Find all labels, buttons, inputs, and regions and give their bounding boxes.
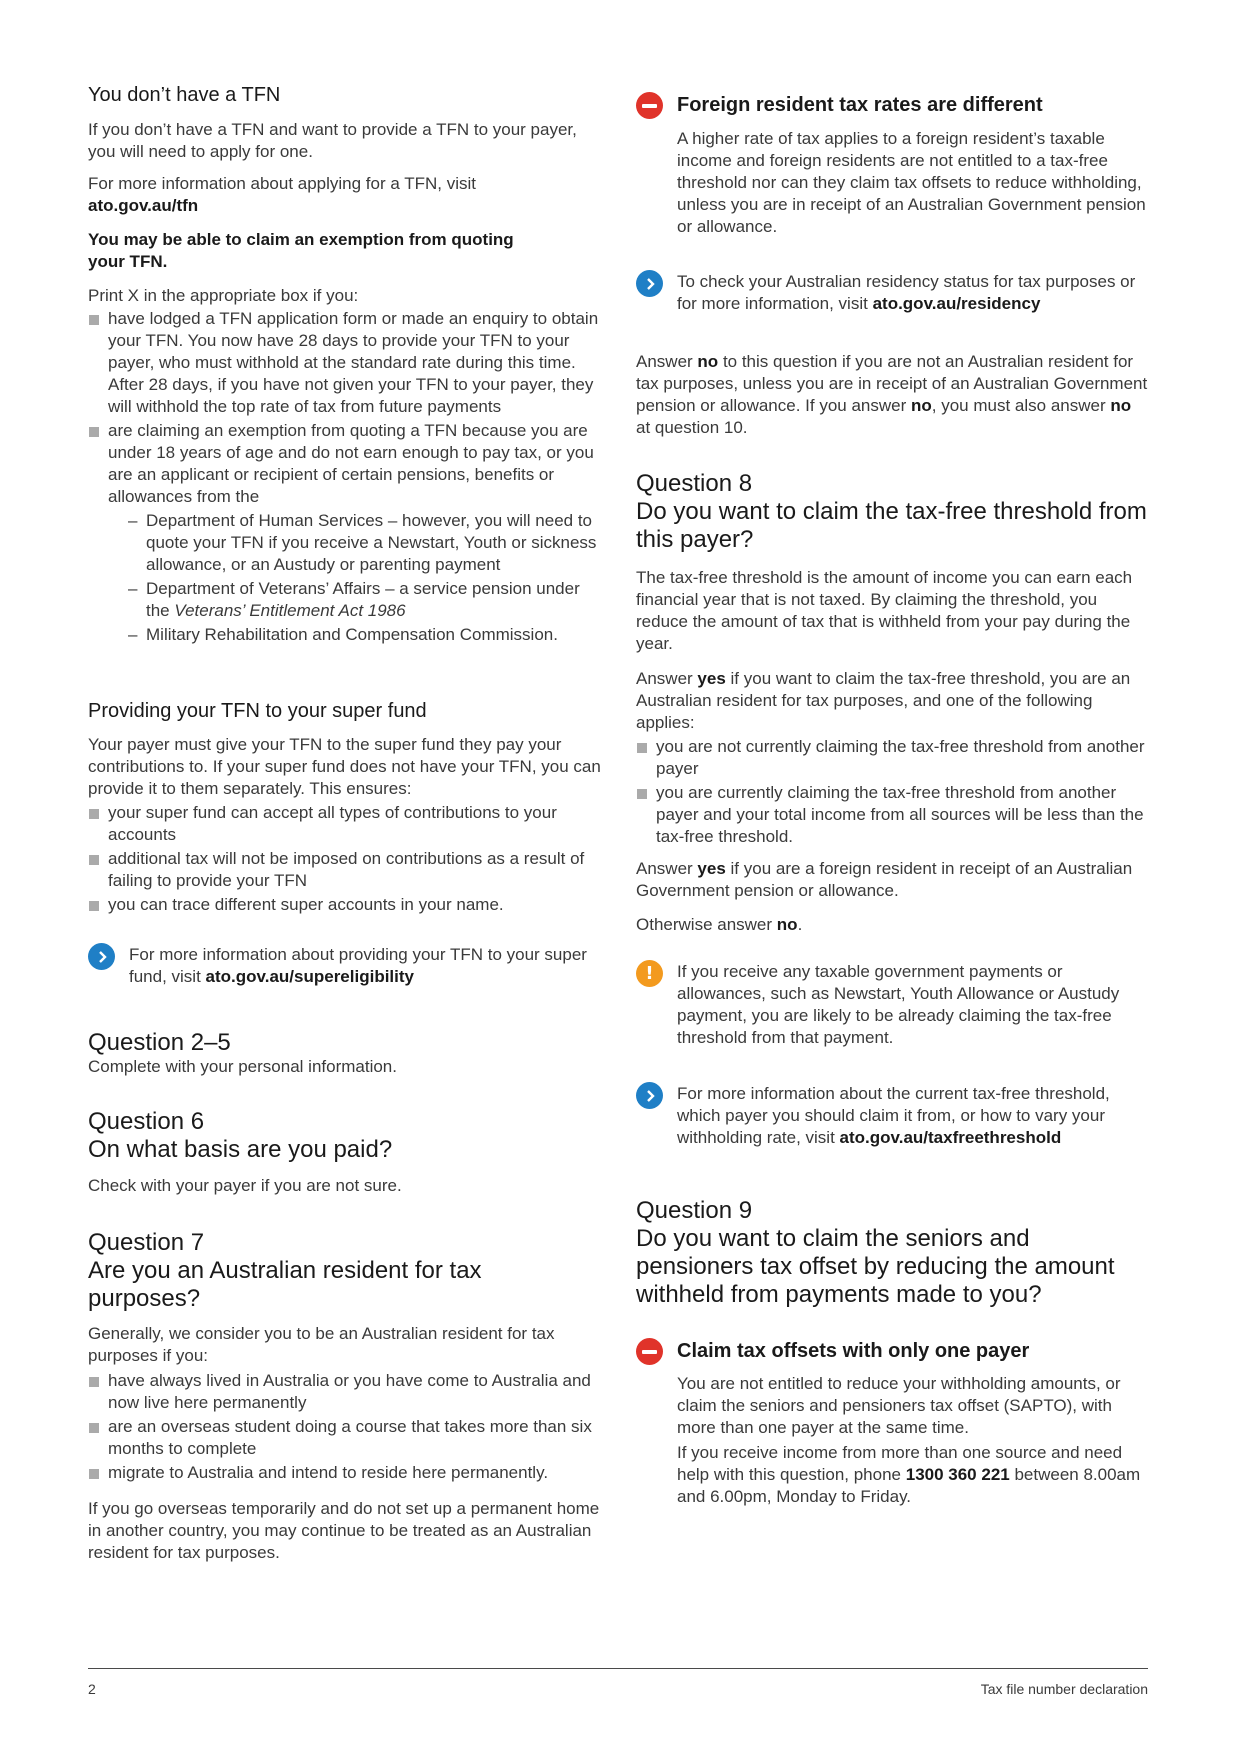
- text-span: If you receive income from more than one source and need help with this question, phone: [677, 1443, 1123, 1484]
- super-fund-heading: Providing your TFN to your super fund: [88, 700, 427, 722]
- dash-item: [108, 578, 604, 622]
- dash-item-text: Department of Veterans’ Affairs – a service pension under the: [146, 579, 580, 620]
- q6-title: Question 6: [88, 1108, 205, 1135]
- text-span: at question 10.: [636, 418, 748, 437]
- list-item: you can trace different super accounts in your name.: [88, 894, 604, 916]
- chevron-right-icon: [636, 270, 663, 297]
- stop-icon: [636, 92, 663, 119]
- supereligibility-link[interactable]: ato.gov.au/supereligibility: [205, 967, 414, 986]
- list-item: are an overseas student doing a course that takes more than six months to complete: [88, 1416, 604, 1460]
- exclamation-icon: !: [636, 960, 663, 987]
- exemption-bullet-list: [88, 308, 604, 648]
- payments-warning-text: If you receive any taxable government payments or allowances, such as Newstart, Youth Allowance or Austudy payment, you are likely to be already claiming the tax-free threshold from that payment.: [677, 962, 1120, 1047]
- list-item: have lodged a TFN application form or made an enquiry to obtain your TFN. You now have 28 days to provide your TFN to your payer, who must withhold at the standard rate during this time. After 28 days, if you have not given your TFN to your payer, they will withhold the top rate of tax from future payments: [88, 308, 604, 418]
- print-x-instruction: Print X in the appropriate box if you:: [88, 286, 359, 305]
- text-span: , you must also answer: [931, 396, 1106, 415]
- phone-number[interactable]: 1300 360 221: [905, 1465, 1010, 1484]
- note-text: For more information about providing your TFN to your super fund, visit: [129, 945, 587, 986]
- list-item: additional tax will not be imposed on contributions as a result of failing to provide your TFN: [88, 848, 604, 892]
- super-info-note: [88, 943, 604, 993]
- q9-heading: [636, 1197, 1148, 1309]
- residency-link[interactable]: ato.gov.au/residency: [872, 294, 1041, 313]
- q6-heading: [88, 1108, 604, 1164]
- footer-divider: [88, 1668, 1148, 1669]
- text-span: between 8.00am and 6.00pm, Monday to Friday.: [677, 1465, 1141, 1506]
- text-span: Otherwise answer: [636, 915, 773, 934]
- note-text: For more information about the current tax-free threshold, which payer you should claim it from, or how to vary your withholding rate, visit: [677, 1084, 1110, 1147]
- one-payer-callout-title: Claim tax offsets with only one payer: [677, 1340, 1030, 1362]
- q7-question: Are you an Australian resident for tax purposes?: [88, 1257, 482, 1312]
- one-payer-callout-text: You are not entitled to reduce your withholding amounts, or claim the seniors and pensioners tax offset (SAPTO), with more than one payer at the same time.: [677, 1374, 1121, 1437]
- q9-title: Question 9: [636, 1197, 753, 1224]
- q6-question: On what basis are you paid?: [88, 1136, 393, 1163]
- text-span: if you want to claim the tax-free threshold, you are an Australian resident for tax purposes, and one of the following applies:: [636, 669, 1131, 732]
- threshold-info-note: [636, 1082, 1148, 1162]
- list-item: migrate to Australia and intend to reside here permanently.: [88, 1462, 604, 1484]
- apply-tfn-text: For more information about applying for a TFN, visit: [88, 174, 477, 193]
- chevron-right-icon: [88, 943, 115, 970]
- q7-closing: If you go overseas temporarily and do not set up a permanent home in another country, you may continue to be treated as an Australian resident for tax purposes.: [88, 1499, 600, 1562]
- q8-heading: [636, 470, 1148, 554]
- one-payer-callout: [636, 1338, 1148, 1518]
- bold-no: no: [776, 915, 798, 934]
- residency-info-text: [677, 271, 1148, 315]
- q7-title: Question 7: [88, 1229, 205, 1256]
- apply-tfn-paragraph: [88, 173, 604, 217]
- text-span: .: [797, 915, 803, 934]
- list-item-text: are claiming an exemption from quoting a TFN because you are under 18 years of age and do not earn enough to pay tax, or you are an applicant or recipient of certain pensions, benefits or allowances from the: [108, 421, 594, 506]
- note-text: To check your Australian residency status for tax purposes or for more information, visit: [677, 272, 1136, 313]
- super-bullet-list: [88, 802, 604, 918]
- q8-title: Question 8: [636, 470, 753, 497]
- page-number: 2: [88, 1681, 96, 1697]
- no-tfn-paragraph: If you don’t have a TFN and want to provide a TFN to your payer, you will need to apply for one.: [88, 120, 577, 161]
- bold-no: no: [697, 352, 719, 371]
- foreign-resident-callout: [636, 92, 1148, 242]
- bold-yes: yes: [697, 859, 726, 878]
- super-fund-paragraph: Your payer must give your TFN to the super fund they pay your contributions to. If your super fund does not have your TFN, you can provide it to them separately. This ensures:: [88, 735, 601, 798]
- q8-question: Do you want to claim the tax-free threshold from this payer?: [636, 498, 1147, 553]
- bold-no: no: [911, 396, 932, 415]
- bold-no: no: [1110, 396, 1132, 415]
- q8-bullet-list: [636, 736, 1148, 850]
- list-item: your super fund can accept all types of contributions to your accounts: [88, 802, 604, 846]
- answer-no-paragraph: [636, 351, 1148, 439]
- exemption-heading: You may be able to claim an exemption from quoting your TFN.: [88, 230, 514, 271]
- q7-heading: [88, 1229, 558, 1313]
- list-item: you are not currently claiming the tax-free threshold from another payer: [636, 736, 1148, 780]
- agency-dash-list: [108, 510, 604, 646]
- list-item: [88, 420, 604, 646]
- threshold-info-text: [677, 1083, 1148, 1149]
- q7-bullet-list: [88, 1370, 604, 1486]
- dash-item: – Military Rehabilitation and Compensation Commission.: [108, 624, 604, 646]
- act-name: Veterans’ Entitlement Act 1986: [174, 601, 406, 620]
- text-span: Answer: [636, 669, 693, 688]
- payments-warning-note: [636, 960, 1148, 1060]
- no-tfn-heading: You don’t have a TFN: [88, 84, 281, 106]
- tfn-link[interactable]: ato.gov.au/tfn: [88, 196, 199, 215]
- q8-foreign-yes: [636, 858, 1148, 902]
- q6-text: Check with your payer if you are not sure.: [88, 1176, 402, 1195]
- residency-info-note: [636, 270, 1148, 320]
- foreign-callout-title: Foreign resident tax rates are different: [677, 94, 1043, 116]
- bold-yes: yes: [697, 669, 726, 688]
- q7-intro: Generally, we consider you to be an Australian resident for tax purposes if you:: [88, 1324, 555, 1365]
- text-span: Answer: [636, 352, 693, 371]
- chevron-right-icon: [636, 1082, 663, 1109]
- q8-otherwise: [636, 914, 1148, 936]
- q9-question: Do you want to claim the seniors and pensioners tax offset by reducing the amount withheld from payments made to you?: [636, 1225, 1115, 1308]
- list-item: you are currently claiming the tax-free threshold from another payer and your total income from all sources will be less than the tax-free threshold.: [636, 782, 1148, 848]
- phone-help-paragraph: [677, 1442, 1148, 1508]
- super-info-text: [129, 944, 604, 988]
- text-span: Answer: [636, 859, 693, 878]
- dash-item: – Department of Human Services – however, you will need to quote your TFN if you receive a Newstart, Youth or sickness allowance, or an Austudy or parenting payment: [108, 510, 604, 576]
- list-item: have always lived in Australia or you have come to Australia and now live here permanently: [88, 1370, 604, 1414]
- text-span: to this question if you are not an Australian resident for tax purposes, unless you are in receipt of an Australian Government pension or allowance. If you answer: [636, 352, 1148, 415]
- footer-document-title: Tax file number declaration: [980, 1681, 1148, 1697]
- q8-answer-yes: [636, 668, 1148, 734]
- taxfreethreshold-link[interactable]: ato.gov.au/taxfreethreshold: [839, 1128, 1062, 1147]
- q8-definition: The tax-free threshold is the amount of income you can earn each financial year that is not taxed. By claiming the threshold, you reduce the amount of tax that is withheld from your pay during the year.: [636, 568, 1133, 653]
- q2-5-title: Question 2–5: [88, 1029, 231, 1056]
- text-span: if you are a foreign resident in receipt of an Australian Government pension or allowance.: [636, 859, 1133, 900]
- q2-5-text: Complete with your personal information.: [88, 1057, 397, 1076]
- foreign-callout-text: A higher rate of tax applies to a foreign resident’s taxable income and foreign residents are not entitled to a tax-free threshold nor can they claim tax offsets to reduce withholding, unless you are in receipt of an Australian Government pension or allowance.: [677, 129, 1146, 236]
- stop-icon: [636, 1338, 663, 1365]
